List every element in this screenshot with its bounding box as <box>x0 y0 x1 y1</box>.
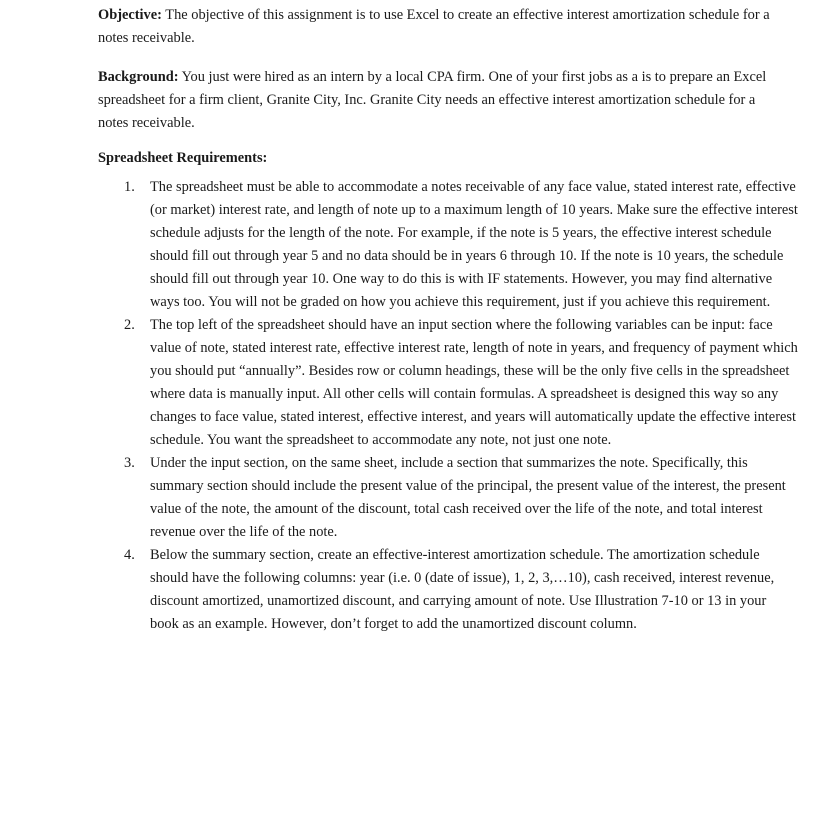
requirements-heading: Spreadsheet Requirements: <box>98 150 268 166</box>
list-item-text: Under the input section, on the same sheet, include a section that summarizes the note. Specifically, this summary section should include the present value of the principal, the present value of the interest, the present value of the note, the amount of the discount, total cash received over the life of the note, and total interest revenue over the life of the note. <box>150 455 786 540</box>
list-item <box>98 544 798 636</box>
objective-paragraph <box>98 4 788 50</box>
assignment-document <box>98 4 798 636</box>
list-item <box>98 452 798 544</box>
list-item-number: 1. <box>124 179 135 195</box>
list-item-text: Below the summary section, create an effective-interest amortization schedule. The amortization schedule should have the following columns: year (i.e. 0 (date of issue), 1, 2, 3,…10), cash received, interest revenue, discount amortized, unamortized discount, and carrying amount of note. Use Illustration 7-10 or 13 in your book as an example. However, don’t forget to add the unamortized discount column. <box>150 547 775 632</box>
background-paragraph <box>98 66 788 135</box>
requirements-list <box>98 176 798 636</box>
background-label: Background: <box>98 69 179 85</box>
list-item-number: 4. <box>124 547 135 563</box>
list-item-text: The spreadsheet must be able to accommodate a notes receivable of any face value, stated interest rate, effective (or market) interest rate, and length of note up to a maximum length of 10 years. Make sure the effective interest schedule adjusts for the length of the note. For example, if the note is 5 years, the effective interest schedule should fill out through year 5 and no data should be in years 6 through 10. If the note is 10 years, the schedule should fill out through year 10. One way to do this is with IF statements. However, you may find alternative ways too. You will not be graded on how you achieve this requirement, just if you achieve this requirement. <box>150 179 798 310</box>
list-item-number: 2. <box>124 317 135 333</box>
objective-label: Objective: <box>98 7 162 23</box>
list-item-number: 3. <box>124 455 135 471</box>
objective-text: The objective of this assignment is to use Excel to create an effective interest amortization schedule for a notes receivable. <box>98 7 770 46</box>
list-item <box>98 176 798 314</box>
list-item-text: The top left of the spreadsheet should have an input section where the following variables can be input: face value of note, stated interest rate, effective interest rate, length of note in years, and frequency of payment which you should put “annually”. Besides row or column headings, these will be the only five cells in the spreadsheet where data is manually input. All other cells will contain formulas. A spreadsheet is designed this way so any changes to face value, stated interest, effective interest, and years will automatically update the effective interest schedule. You want the spreadsheet to accommodate any note, not just one note. <box>150 317 798 448</box>
background-text: You just were hired as an intern by a local CPA firm. One of your first jobs as a is to prepare an Excel spreadsheet for a firm client, Granite City, Inc. Granite City needs an effective interest amortization schedule for a notes receivable. <box>98 69 767 131</box>
list-item <box>98 314 798 452</box>
